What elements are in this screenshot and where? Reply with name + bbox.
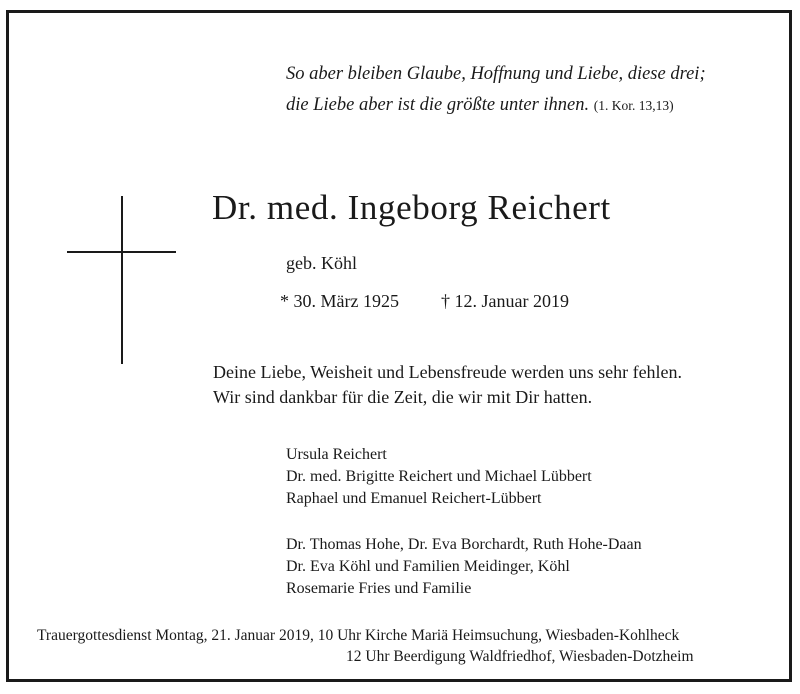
service-line-2: 12 Uhr Beerdigung Waldfriedhof, Wiesbaden-Dotzheim — [346, 648, 694, 665]
mourner-group-1 — [286, 444, 592, 510]
verse-text: die Liebe aber ist die größte unter ihnen. — [286, 95, 590, 115]
tribute-line-2: Wir sind dankbar für die Zeit, die wir mit Dir hatten. — [213, 387, 593, 407]
verse-reference: (1. Kor. 13,13) — [593, 98, 674, 113]
verse-line-2 — [286, 93, 674, 118]
mourner-name: Dr. med. Brigitte Reichert und Michael Lübbert — [286, 468, 592, 485]
mourner-name: Dr. Eva Köhl und Familien Meidinger, Köhl — [286, 558, 570, 575]
death-info — [441, 291, 569, 312]
death-date: 12. Januar 2019 — [454, 291, 569, 311]
death-cross-icon: † — [441, 291, 450, 311]
mourner-group-2 — [286, 534, 642, 600]
mourner-name: Rosemarie Fries und Familie — [286, 580, 472, 597]
birth-star-icon: * — [280, 291, 289, 311]
mourner-name: Ursula Reichert — [286, 446, 387, 463]
mourner-name: Raphael und Emanuel Reichert-Lübbert — [286, 490, 542, 507]
tribute-line-1: Deine Liebe, Weisheit und Lebensfreude werden uns sehr fehlen. — [213, 362, 683, 382]
mourner-name: Dr. Thomas Hohe, Dr. Eva Borchardt, Ruth Hohe-Daan — [286, 536, 642, 553]
service-line-1: Trauergottesdienst Montag, 21. Januar 2019, 10 Uhr Kirche Mariä Heimsuchung, Wiesbaden-Kohlheck — [37, 627, 680, 644]
cross-icon-horizontal — [67, 251, 176, 253]
birth-date: 30. März 1925 — [293, 291, 399, 311]
maiden-name: geb. Köhl — [286, 253, 357, 273]
verse-line-1: So aber bleiben Glaube, Hoffnung und Liebe, diese drei; — [286, 64, 706, 84]
deceased-name: Dr. med. Ingeborg Reichert — [212, 188, 611, 227]
cross-icon-vertical — [121, 196, 123, 364]
life-dates — [280, 291, 399, 312]
